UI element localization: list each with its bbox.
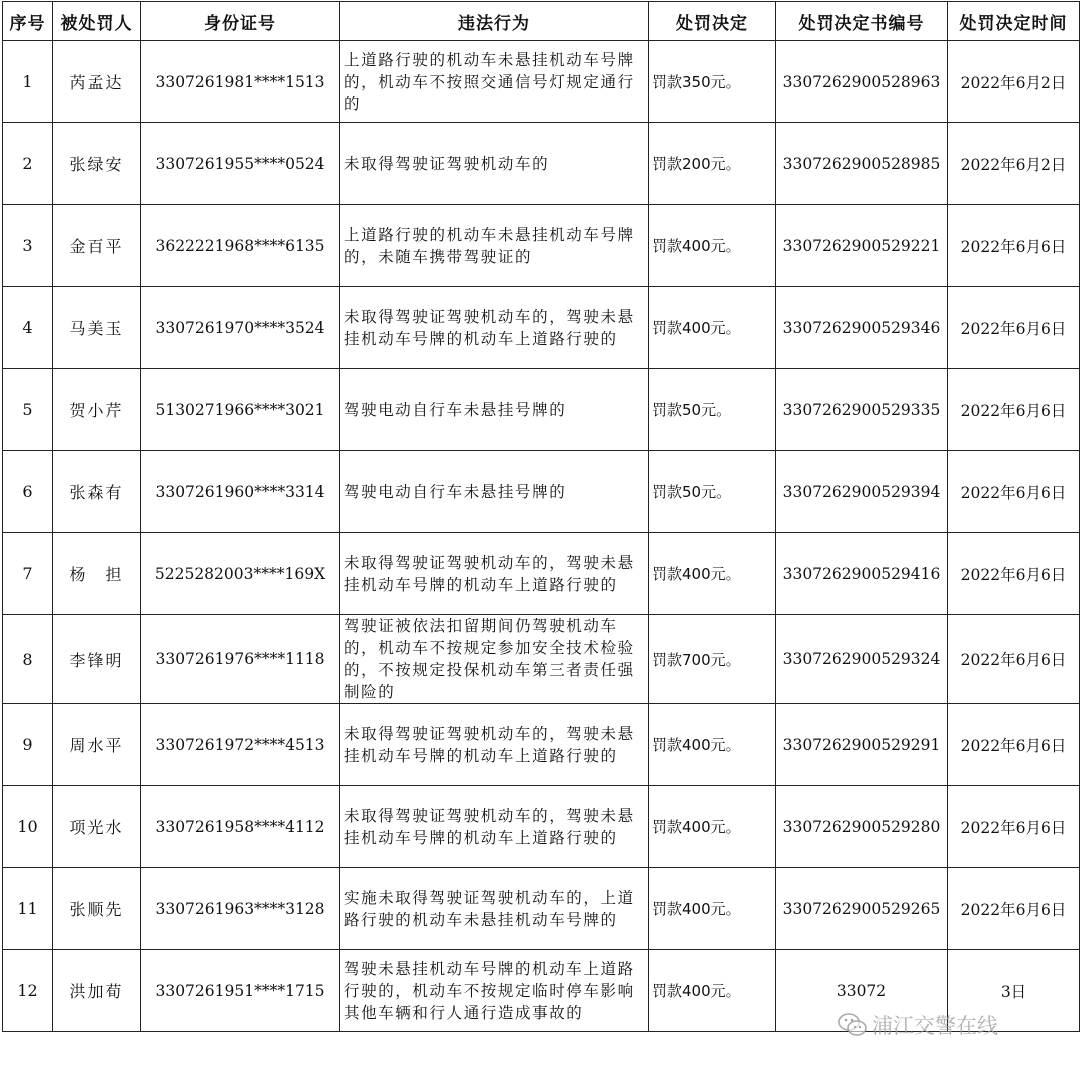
violation-text: 未取得驾驶证驾驶机动车的，驾驶未悬挂机动车号牌的机动车上道路行驶的 [340,533,649,615]
row-number: 12 [3,950,53,1032]
person-name: 李锋明 [53,615,141,704]
header-cell: 被处罚人 [53,2,141,41]
decision-date: 2022年6月6日 [948,533,1080,615]
penalty-text: 罚款400元。 [649,704,776,786]
violation-text: 上道路行驶的机动车未悬挂机动车号牌的，未随车携带驾驶证的 [340,205,649,287]
row-number: 9 [3,704,53,786]
table-row [3,287,1080,369]
decision-date: 2022年6月6日 [948,287,1080,369]
header-cell: 序号 [3,2,53,41]
person-name: 张顺先 [53,868,141,950]
violation-text: 实施未取得驾驶证驾驶机动车的，上道路行驶的机动车未悬挂机动车号牌的 [340,868,649,950]
row-number: 8 [3,615,53,704]
penalty-text: 罚款400元。 [649,287,776,369]
decision-date: 2022年6月6日 [948,205,1080,287]
violation-text: 未取得驾驶证驾驶机动车的，驾驶未悬挂机动车号牌的机动车上道路行驶的 [340,287,649,369]
row-number: 7 [3,533,53,615]
row-number: 10 [3,786,53,868]
row-number: 6 [3,451,53,533]
penalty-text: 罚款700元。 [649,615,776,704]
id-number: 3622221968****6135 [141,205,340,287]
table-row [3,704,1080,786]
id-number: 3307261981****1513 [141,41,340,123]
header-row [3,2,1080,41]
id-number: 3307261963****3128 [141,868,340,950]
id-number: 3307261951****1715 [141,950,340,1032]
decision-number: 3307262900528985 [776,123,948,205]
decision-date: 2022年6月6日 [948,369,1080,451]
decision-number: 3307262900529280 [776,786,948,868]
decision-date: 2022年6月2日 [948,123,1080,205]
wechat-icon [838,1012,868,1038]
penalty-text: 罚款400元。 [649,205,776,287]
decision-date: 2022年6月6日 [948,786,1080,868]
person-name: 项光水 [53,786,141,868]
row-number: 5 [3,369,53,451]
decision-number: 3307262900529324 [776,615,948,704]
table-row [3,868,1080,950]
decision-number: 3307262900529394 [776,451,948,533]
penalty-text: 罚款200元。 [649,123,776,205]
decision-number: 3307262900529416 [776,533,948,615]
table-row [3,41,1080,123]
decision-date: 3日 [948,950,1080,1032]
header-cell: 处罚决定书编号 [776,2,948,41]
violation-text: 驾驶电动自行车未悬挂号牌的 [340,369,649,451]
penalty-text: 罚款50元。 [649,451,776,533]
penalty-text: 罚款400元。 [649,533,776,615]
violation-text: 驾驶电动自行车未悬挂号牌的 [340,451,649,533]
header-cell: 处罚决定 [649,2,776,41]
id-number: 3307261976****1118 [141,615,340,704]
decision-date: 2022年6月6日 [948,451,1080,533]
person-name: 芮孟达 [53,41,141,123]
table-row [3,533,1080,615]
header-cell: 违法行为 [340,2,649,41]
penalty-text: 罚款400元。 [649,950,776,1032]
person-name: 洪加荀 [53,950,141,1032]
id-number: 5130271966****3021 [141,369,340,451]
violation-text: 驾驶未悬挂机动车号牌的机动车上道路行驶的，机动车不按规定临时停车影响其他车辆和行人通行造成事故的 [340,950,649,1032]
decision-number: 3307262900529335 [776,369,948,451]
watermark-text: 浦江交警在线 [872,1014,998,1038]
person-name: 贺小芹 [53,369,141,451]
table-row [3,786,1080,868]
decision-date: 2022年6月6日 [948,615,1080,704]
penalty-text: 罚款400元。 [649,868,776,950]
decision-number: 3307262900529265 [776,868,948,950]
person-name: 杨 担 [53,533,141,615]
row-number: 4 [3,287,53,369]
row-number: 3 [3,205,53,287]
table-row [3,205,1080,287]
decision-date: 2022年6月6日 [948,868,1080,950]
id-number: 5225282003****169X [141,533,340,615]
decision-number: 33072 [776,950,948,1032]
penalty-text: 罚款400元。 [649,786,776,868]
row-number: 11 [3,868,53,950]
penalty-text: 罚款50元。 [649,369,776,451]
header-cell: 处罚决定时间 [948,2,1080,41]
person-name: 张绿安 [53,123,141,205]
decision-number: 3307262900529291 [776,704,948,786]
id-number: 3307261972****4513 [141,704,340,786]
decision-number: 3307262900529221 [776,205,948,287]
person-name: 马美玉 [53,287,141,369]
table-row [3,369,1080,451]
row-number: 1 [3,41,53,123]
person-name: 金百平 [53,205,141,287]
violation-text: 未取得驾驶证驾驶机动车的，驾驶未悬挂机动车号牌的机动车上道路行驶的 [340,704,649,786]
person-name: 张森有 [53,451,141,533]
violation-text: 驾驶证被依法扣留期间仍驾驶机动车的，机动车不按规定参加安全技术检验的，不按规定投保机动车第三者责任强制险的 [340,615,649,704]
penalty-table [2,1,1080,1032]
row-number: 2 [3,123,53,205]
account-watermark [838,1010,998,1040]
table-row [3,123,1080,205]
penalty-text: 罚款350元。 [649,41,776,123]
decision-number: 3307262900529346 [776,287,948,369]
id-number: 3307261958****4112 [141,786,340,868]
table-row [3,615,1080,704]
id-number: 3307261955****0524 [141,123,340,205]
violation-text: 未取得驾驶证驾驶机动车的，驾驶未悬挂机动车号牌的机动车上道路行驶的 [340,786,649,868]
person-name: 周水平 [53,704,141,786]
decision-number: 3307262900528963 [776,41,948,123]
id-number: 3307261960****3314 [141,451,340,533]
table-row [3,451,1080,533]
decision-date: 2022年6月2日 [948,41,1080,123]
header-cell: 身份证号 [141,2,340,41]
violation-text: 上道路行驶的机动车未悬挂机动车号牌的，机动车不按照交通信号灯规定通行的 [340,41,649,123]
violation-text: 未取得驾驶证驾驶机动车的 [340,123,649,205]
id-number: 3307261970****3524 [141,287,340,369]
decision-date: 2022年6月6日 [948,704,1080,786]
